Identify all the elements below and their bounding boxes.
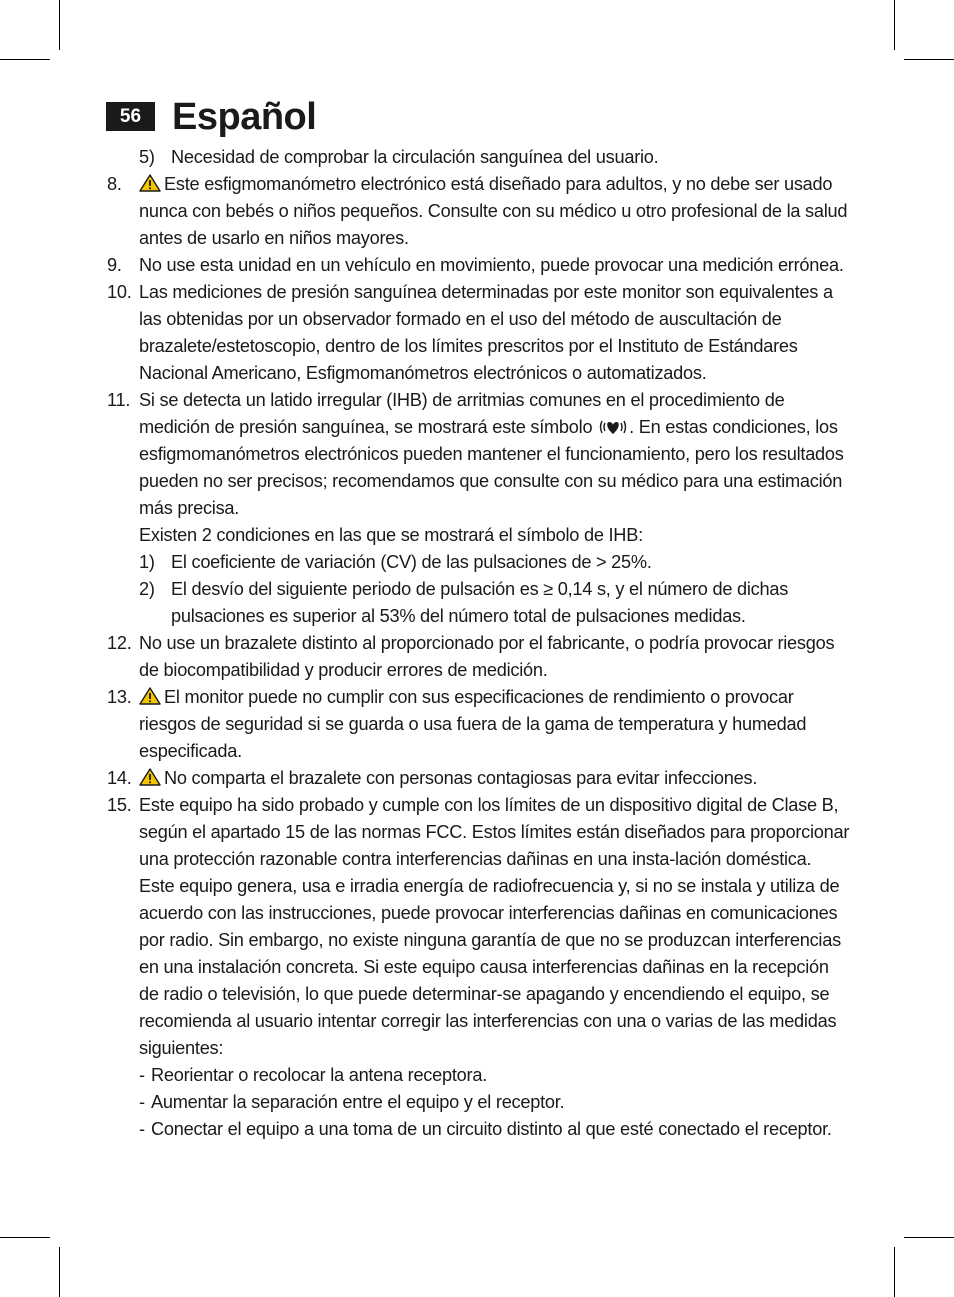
item-text: El desvío del siguiente periodo de pulsación es ≥ 0,14 s, y el número de dichas pulsaciones es superior al 53% del número total de pulsaciones medidas. <box>171 579 789 626</box>
item-text: No comparta el brazalete con personas contagiosas para evitar infecciones. <box>164 768 758 788</box>
item-text: No use un brazalete distinto al proporcionado por el fabricante, o podría provocar riesgos de biocompatibilidad y producir errores de medición. <box>139 633 835 680</box>
list-item <box>107 387 851 522</box>
list-item <box>107 171 851 252</box>
crop-mark <box>904 59 954 60</box>
item-text: Este esfigmomanómetro electrónico está diseñado para adultos, y no debe ser usado nunca con bebés o niños pequeños. Consulte con su médico u otro profesional de la salud antes de usarlo en niños mayores. <box>139 174 848 248</box>
crop-mark <box>904 1237 954 1238</box>
crop-mark <box>0 59 50 60</box>
item-number: 9. <box>107 255 122 275</box>
item-text: . En estas condiciones, los esfigmomanómetros electrónicos pueden mantener el funcionamiento, pero los resultados pueden no ser precisos; recomendamos que consulte con su médico para una estimación más precisa. <box>139 417 844 518</box>
crop-mark <box>59 1247 60 1297</box>
dash-bullet: - <box>139 1119 145 1139</box>
item-text: No use esta unidad en un vehículo en movimiento, puede provocar una medición errónea. <box>139 255 844 275</box>
warning-triangle-icon <box>139 173 161 191</box>
measure-item <box>139 1062 851 1089</box>
measure-item <box>139 1089 851 1116</box>
item-text: El coeficiente de variación (CV) de las pulsaciones de > 25%. <box>171 552 652 572</box>
list-item <box>107 630 851 684</box>
list-item <box>139 576 851 630</box>
crop-mark <box>894 1247 895 1297</box>
warning-triangle-icon <box>139 686 161 704</box>
item-number: 11. <box>107 390 131 410</box>
item-text: Necesidad de comprobar la circulación sanguínea del usuario. <box>171 147 659 167</box>
list-item <box>139 549 851 576</box>
list-item <box>107 684 851 765</box>
conditions-intro: Existen 2 condiciones en las que se mostrará el símbolo de IHB: <box>139 525 643 545</box>
crop-mark <box>59 0 60 50</box>
item-number: 13. <box>107 687 132 707</box>
item-number: 10. <box>107 282 132 302</box>
item-text: Si se detecta un latido irregular (IHB) de arritmias comunes en el procedimiento de medición de presión sanguínea, se mostrará este símbolo <box>139 390 785 437</box>
list-item <box>107 252 851 279</box>
measure-text: Reorientar o recolocar la antena receptora. <box>151 1065 488 1085</box>
item-number: 8. <box>107 174 122 194</box>
measure-item <box>139 1116 851 1143</box>
list-item <box>107 792 851 1062</box>
item-number: 12. <box>107 633 132 653</box>
warning-triangle-icon <box>139 767 161 785</box>
page-title: Español <box>172 96 317 138</box>
irregular-heartbeat-icon <box>597 417 629 435</box>
crop-mark <box>0 1237 50 1238</box>
item-text: Este equipo ha sido probado y cumple con los límites de un dispositivo digital de Clase B, según el apartado 15 de las normas FCC. Estos límites están diseñados para proporcionar una protección razonable contra interferencias dañinas en una insta-lación doméstica. Este equipo genera, usa e irradia energía de radiofrecuencia y, si no se instala y utiliza de acuerdo con las instrucciones, puede provocar interferencias dañinas en comunicaciones por radio. Sin embargo, no existe ninguna garantía de que no se produzcan interferencias en una instalación concreta. Si este equipo causa interferencias dañinas en la recepción de radio o televisión, lo que puede determinar-se apagando y encendiendo el equipo, se recomienda al usuario intentar corregir las interferencias con una o varias de las medidas siguientes: <box>139 795 850 1058</box>
item-text: El monitor puede no cumplir con sus especificaciones de rendimiento o provocar riesgos de seguridad si se guarda o usa fuera de la gama de temperatura y humedad especificada. <box>139 687 807 761</box>
measure-text: Conectar el equipo a una toma de un circuito distinto al que esté conectado el receptor. <box>151 1119 832 1139</box>
item-text: Las mediciones de presión sanguínea determinadas por este monitor son equivalentes a las obtenidas por un observador formado en el uso del método de auscultación de brazalete/estetoscopio, dentro de los límites prescritos por el Instituto de Estándares Nacional Americano, Esfigmomanómetros electrónicos o automatizados. <box>139 282 833 383</box>
dash-bullet: - <box>139 1065 145 1085</box>
item-number: 15. <box>107 795 132 815</box>
list-item <box>107 279 851 387</box>
list-item <box>139 144 851 171</box>
item-number: 1) <box>139 552 155 572</box>
measure-text: Aumentar la separación entre el equipo y el receptor. <box>151 1092 565 1112</box>
page-number-badge: 56 <box>106 102 155 131</box>
item-number: 5) <box>139 147 155 167</box>
list-item <box>107 765 851 792</box>
item-number: 14. <box>107 768 132 788</box>
dash-bullet: - <box>139 1092 145 1112</box>
item-number: 2) <box>139 579 155 599</box>
instructions-list <box>0 144 954 1143</box>
crop-mark <box>894 0 895 50</box>
